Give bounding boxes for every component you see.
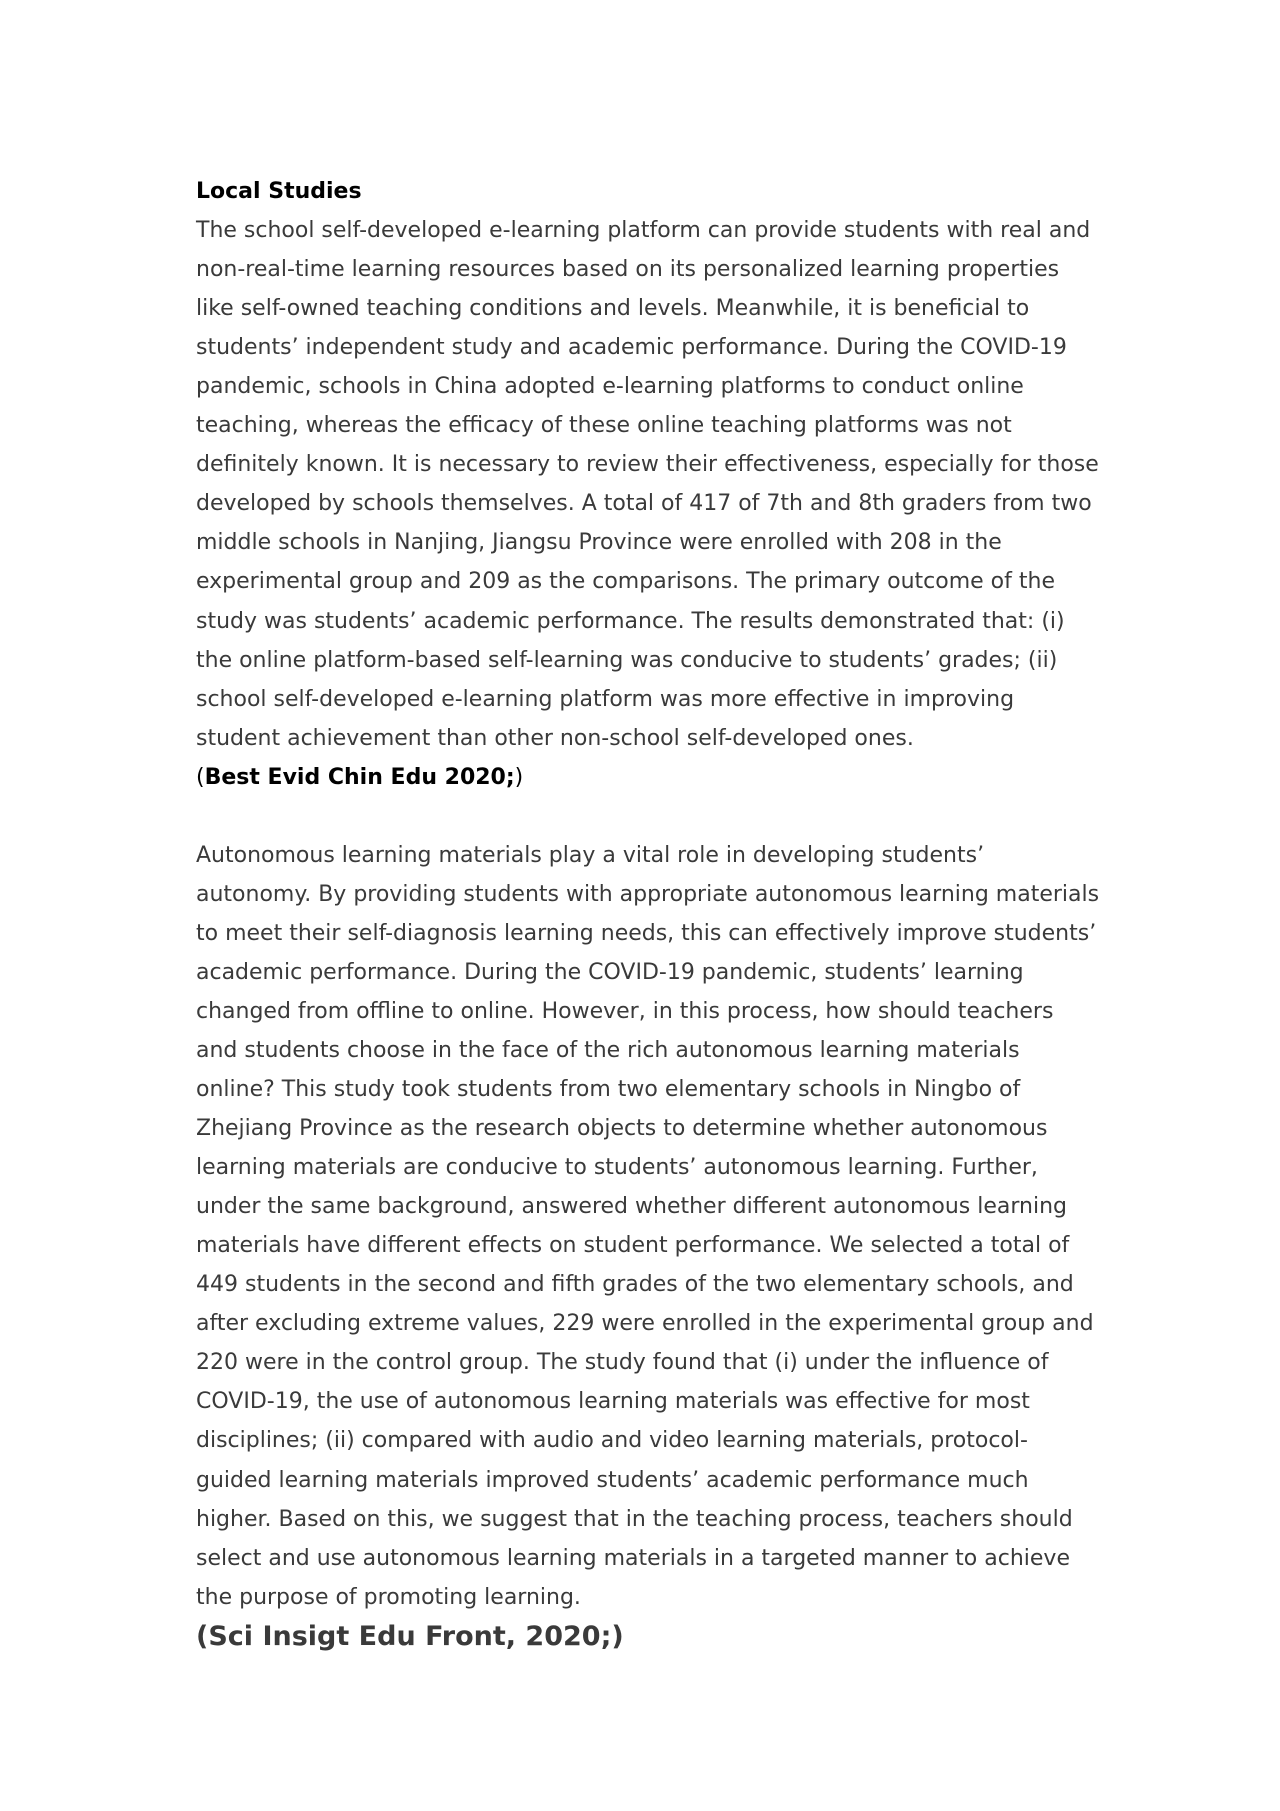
citation-first-source: Best Evid Chin Edu 2020; xyxy=(204,764,515,790)
paragraph-second-study: Autonomous learning materials play a vital role in developing students’ autonomy. By providing students with appropriate autonomous learning materials to meet their self-diagnosis learning needs, this can effectively improve students’ academic performance. During the COVID-19 pandemic, students’ learning changed from offline to online. However, in this process, how should teachers and students choose in the face of the rich autonomous learning materials online? This study took students from two elementary schools in Ningbo of Zhejiang Province as the research objects to determine whether autonomous learning materials are conducive to students’ autonomous learning. Further, under the same background, answered whether different autonomous learning materials have different effects on student performance. We selected a total of 449 students in the second and fifth grades of the two elementary schools, and after excluding extreme values, 229 were enrolled in the experimental group and 220 were in the control group. The study found that (i) under the influence of COVID-19, the use of autonomous learning materials was effective for most disciplines; (ii) compared with audio and video learning materials, protocol-guided learning materials improved students’ academic performance much higher. Based on this, we suggest that in the teaching process, teachers should select and use autonomous learning materials in a targeted manner to achieve the purpose of promoting learning. xyxy=(196,842,1100,1610)
citation-close-paren: ) xyxy=(514,764,524,790)
paragraph-first-study: The school self-developed e-learning platform can provide students with real and non-real-time learning resources based on its personalized learning properties like self-owned teaching conditions and levels. Meanwhile, it is beneficial to students’ independent study and academic performance. During the COVID-19 pandemic, schools in China adopted e-learning platforms to conduct online teaching, whereas the efficacy of these online teaching platforms was not definitely known. It is necessary to review their effectiveness, especially for those developed by schools themselves. A total of 417 of 7th and 8th graders from two middle schools in Nanjing, Jiangsu Province were enrolled with 208 in the experimental group and 209 as the comparisons. The primary outcome of the study was students’ academic performance. The results demonstrated that: (i) the online platform-based self-learning was conducive to students’ grades; (ii) school self-developed e-learning platform was more effective in improving student achievement than other non-school self-developed ones. xyxy=(196,218,1099,751)
document-body xyxy=(196,172,1100,1657)
citation-open-paren: ( xyxy=(196,764,205,790)
paragraph-spacer xyxy=(196,797,1100,836)
section-heading: Local Studies xyxy=(196,179,362,204)
citation-first-study xyxy=(196,758,1100,797)
citation-second-study: (Sci Insigt Edu Front, 2020;) xyxy=(196,1620,624,1652)
